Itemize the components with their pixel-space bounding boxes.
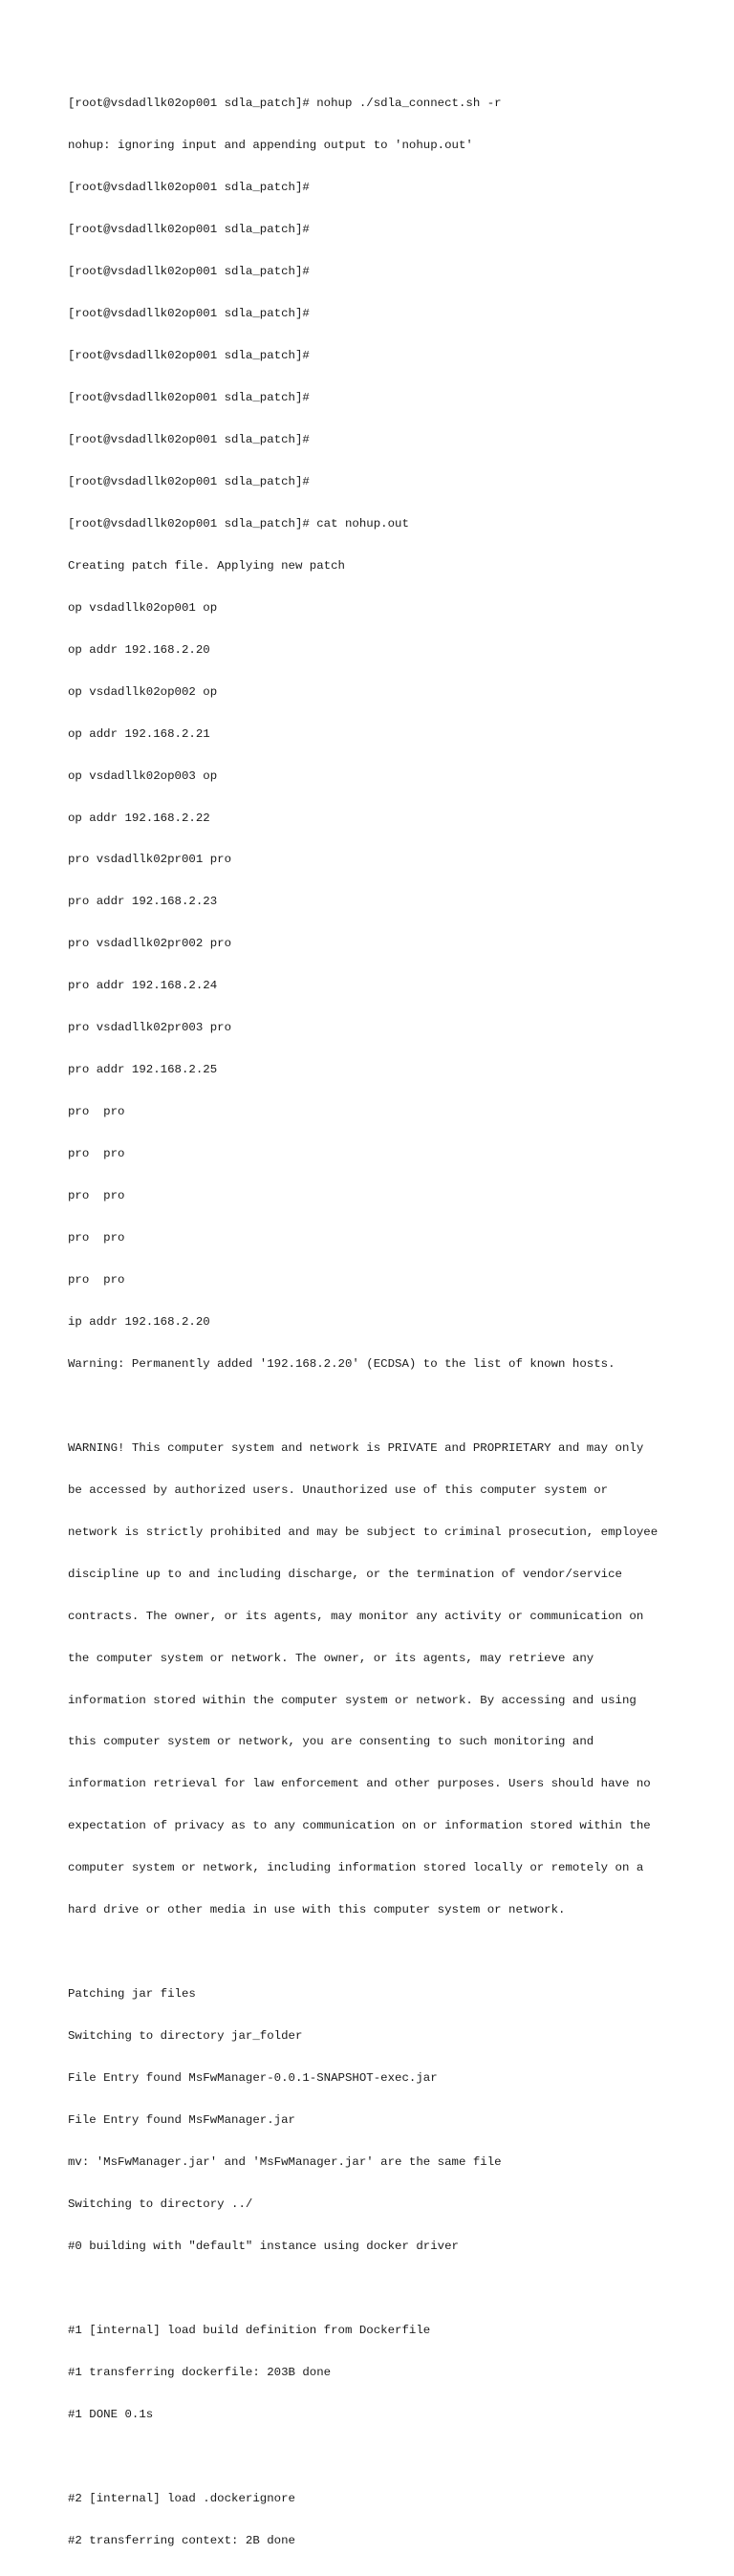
terminal-line: WARNING! This computer system and network is PRIVATE and PROPRIETARY and may only <box>68 1440 644 1455</box>
terminal-line: op vsdadllk02op001 op <box>68 600 218 615</box>
terminal-line: [root@vsdadllk02op001 sdla_patch]# <box>68 390 310 404</box>
terminal-line: nohup: ignoring input and appending output to 'nohup.out' <box>68 139 473 153</box>
terminal-line: [root@vsdadllk02op001 sdla_patch]# nohup ./sdla_connect.sh -r <box>68 97 502 111</box>
terminal-line <box>68 1945 658 1959</box>
terminal-line: op vsdadllk02op003 op <box>68 768 218 783</box>
terminal-line: hard drive or other media in use with this computer system or network. <box>68 1903 566 1917</box>
terminal-line: #1 [internal] load build definition from Dockerfile <box>68 2323 431 2337</box>
terminal-line: pro vsdadllk02pr002 pro <box>68 937 232 951</box>
terminal-line: Patching jar files <box>68 1987 196 2002</box>
terminal-line: pro addr 192.168.2.24 <box>68 979 218 993</box>
terminal-line: the computer system or network. The owner, or its agents, may retrieve any <box>68 1651 594 1665</box>
terminal-line: pro vsdadllk02pr001 pro <box>68 853 232 867</box>
terminal-line: be accessed by authorized users. Unauthorized use of this computer system or <box>68 1483 609 1497</box>
terminal-line <box>68 2450 658 2464</box>
terminal-line: pro addr 192.168.2.23 <box>68 895 218 909</box>
terminal-line: this computer system or network, you are consenting to such monitoring and <box>68 1735 594 1749</box>
terminal-line: [root@vsdadllk02op001 sdla_patch]# <box>68 349 310 363</box>
terminal-line: op addr 192.168.2.22 <box>68 811 210 825</box>
terminal-line: pro pro <box>68 1273 125 1287</box>
terminal-line: Creating patch file. Applying new patch <box>68 558 345 573</box>
terminal-line: ip addr 192.168.2.20 <box>68 1314 210 1329</box>
terminal-line: #2 transferring context: 2B done <box>68 2533 295 2547</box>
terminal-line: File Entry found MsFwManager.jar <box>68 2113 295 2128</box>
terminal-line: #2 [internal] load .dockerignore <box>68 2491 295 2505</box>
terminal-line: [root@vsdadllk02op001 sdla_patch]# <box>68 265 310 279</box>
terminal-line: Switching to directory jar_folder <box>68 2029 303 2044</box>
terminal-output <box>68 69 658 2576</box>
terminal-line: mv: 'MsFwManager.jar' and 'MsFwManager.jar' are the same file <box>68 2155 502 2170</box>
terminal-line: Warning: Permanently added '192.168.2.20' (ECDSA) to the list of known hosts. <box>68 1356 615 1371</box>
terminal-line: [root@vsdadllk02op001 sdla_patch]# <box>68 432 310 446</box>
terminal-line: pro pro <box>68 1189 125 1203</box>
terminal-line: [root@vsdadllk02op001 sdla_patch]# cat nohup.out <box>68 516 409 530</box>
terminal-line: pro pro <box>68 1147 125 1161</box>
terminal-line: [root@vsdadllk02op001 sdla_patch]# <box>68 223 310 237</box>
terminal-line: pro addr 192.168.2.25 <box>68 1063 218 1077</box>
terminal-line: Switching to directory ../ <box>68 2197 253 2211</box>
terminal-line: File Entry found MsFwManager-0.0.1-SNAPSHOT-exec.jar <box>68 2071 438 2086</box>
terminal-line: #0 building with "default" instance using docker driver <box>68 2239 459 2253</box>
terminal-line: #1 DONE 0.1s <box>68 2407 154 2421</box>
terminal-line: discipline up to and including discharge, or the termination of vendor/service <box>68 1567 622 1581</box>
terminal-line: computer system or network, including information stored locally or remotely on a <box>68 1861 644 1875</box>
terminal-line: [root@vsdadllk02op001 sdla_patch]# <box>68 307 310 321</box>
terminal-line: #1 transferring dockerfile: 203B done <box>68 2365 332 2379</box>
terminal-line: information retrieval for law enforcement and other purposes. Users should have no <box>68 1777 651 1791</box>
terminal-line <box>68 2282 658 2296</box>
terminal-line: expectation of privacy as to any communication on or information stored within the <box>68 1819 651 1833</box>
terminal-line: [root@vsdadllk02op001 sdla_patch]# <box>68 181 310 195</box>
terminal-line: pro pro <box>68 1231 125 1245</box>
terminal-line: [root@vsdadllk02op001 sdla_patch]# <box>68 474 310 488</box>
terminal-line <box>68 1399 658 1414</box>
terminal-line: contracts. The owner, or its agents, may monitor any activity or communication on <box>68 1609 644 1623</box>
terminal-line: pro pro <box>68 1105 125 1119</box>
terminal-line: op addr 192.168.2.20 <box>68 642 210 657</box>
terminal-line: pro vsdadllk02pr003 pro <box>68 1021 232 1035</box>
terminal-line: information stored within the computer system or network. By accessing and using <box>68 1693 637 1707</box>
terminal-line: network is strictly prohibited and may be subject to criminal prosecution, employee <box>68 1525 658 1539</box>
terminal-line: op vsdadllk02op002 op <box>68 684 218 699</box>
terminal-line: op addr 192.168.2.21 <box>68 726 210 741</box>
